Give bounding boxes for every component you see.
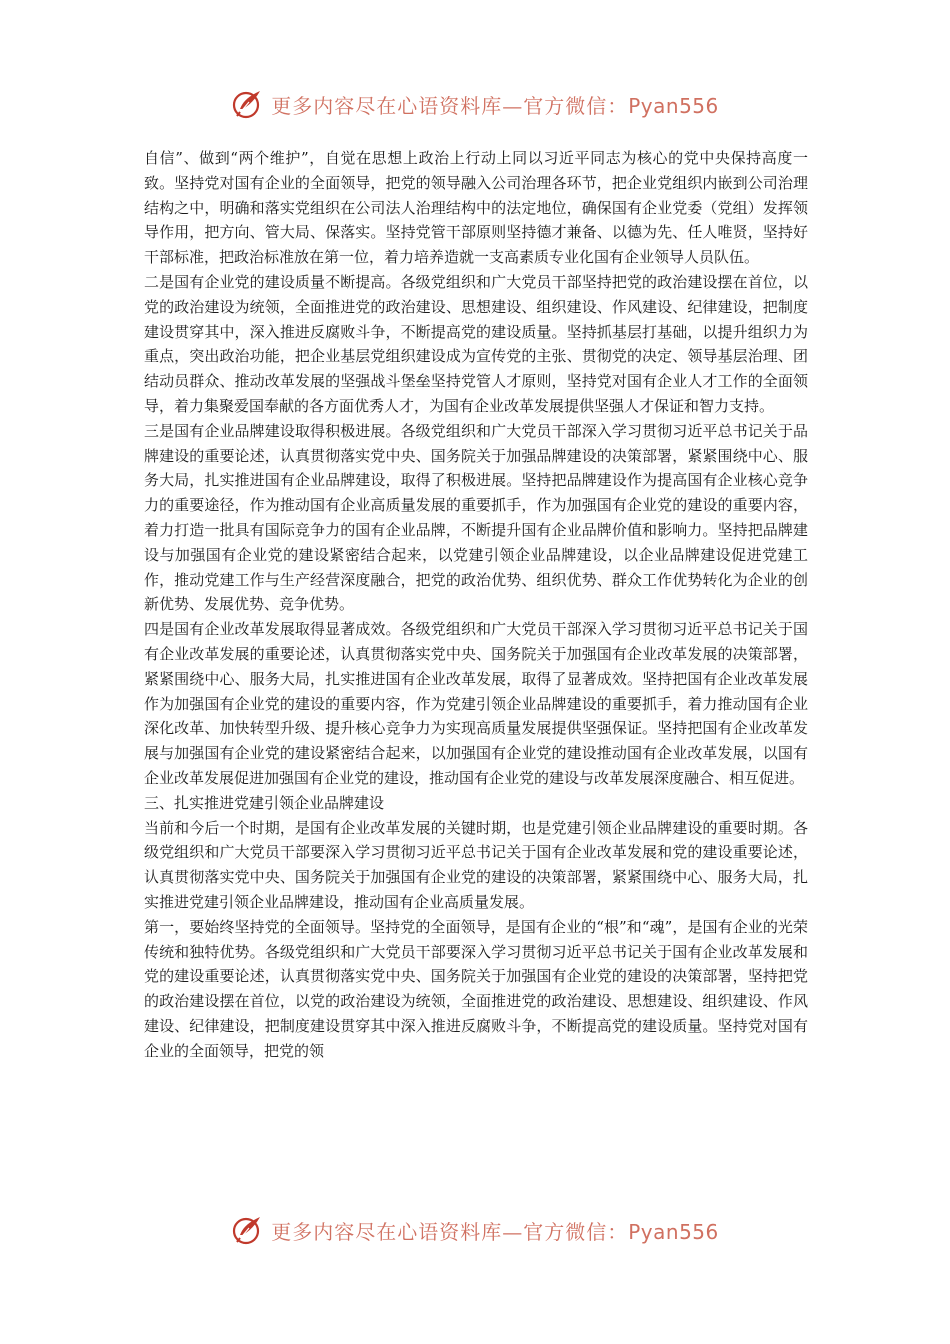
paragraph-continuation: 自信”、做到“两个维护”，自觉在思想上政治上行动上同以习近平同志为核心的党中央保持高度一致。坚持党对国有企业的全面领导，把党的领导融入公司治理各环节，把企业党组织内嵌到公司治理结构之中，明确和落实党组织在公司法人治理结构中的法定地位，确保国有企业党委（党组）发挥领导作用，把方向、管大局、保落实。坚持党管干部原则坚持德才兼备、以德为先、任人唯贤，坚持好干部标准，把政治标准放在第一位，着力培养造就一支高素质专业化国有企业领导人员队伍。 [144, 149, 808, 267]
quill-logo-icon [231, 87, 265, 121]
paragraph-point-three: 三是国有企业品牌建设取得积极进展。各级党组织和广大党员干部深入学习贯彻习近平总书记关于品牌建设的重要论述，认真贯彻落实党中央、国务院关于加强品牌建设的决策部署，紧紧围绕中心、服务大局，扎实推进国有企业品牌建设，取得了积极进展。坚持把品牌建设作为提高国有企业核心竞争力的重要途径，作为推动国有企业高质量发展的重要抓手，作为加强国有企业党的建设的重要内容，着力打造一批具有国际竞争力的国有企业品牌，不断提升国有企业品牌价值和影响力。坚持把品牌建设与加强国有企业党的建设紧密结合起来，以党建引领企业品牌建设，以企业品牌建设促进党建工作，推动党建工作与生产经营深度融合，把党的政治优势、组织优势、群众工作优势转化为企业的创新优势、发展优势、竞争优势。 [144, 421, 808, 614]
paragraph-section-intro: 当前和今后一个时期，是国有企业改革发展的关键时期，也是党建引领企业品牌建设的重要时期。各级党组织和广大党员干部要深入学习贯彻习近平总书记关于国有企业改革发展和党的建设重要论述，认真贯彻落实党中央、国务院关于加强国有企业党的建设的决策部署，紧紧围绕中心、服务大局，扎实推进党建引领企业品牌建设，推动国有企业高质量发展。 [144, 818, 808, 911]
banner-text [271, 90, 719, 119]
section-heading: 三、扎实推进党建引领企业品牌建设 [144, 793, 385, 812]
paragraph-point-four: 四是国有企业改革发展取得显著成效。各级党组织和广大党员干部深入学习贯彻习近平总书记关于国有企业改革发展的重要论述，认真贯彻落实党中央、国务院关于加强国有企业改革发展的决策部署，紧紧围绕中心、服务大局，扎实推进国有企业改革发展，取得了显著成效。坚持把国有企业改革发展作为加强国有企业党的建设的重要内容，作为党建引领企业品牌建设的重要抓手，着力推动国有企业深化改革、加快转型升级、提升核心竞争力为实现高质量发展提供坚强保证。坚持把国有企业改革发展与加强国有企业党的建设紧密结合起来，以加强国有企业党的建设推动国有企业改革发展，以国有企业改革发展促进加强国有企业党的建设，推动国有企业党的建设与改革发展深度融合、相互促进。 [144, 620, 808, 787]
quill-logo-icon [231, 1213, 265, 1247]
banner-slogan: 更多内容尽在心语资料库—官方微信： [271, 1219, 629, 1244]
banner-wechat-id: Pyan556 [628, 93, 719, 118]
footer-banner [0, 1208, 950, 1252]
document-body [144, 146, 808, 1063]
paragraph-point-two: 二是国有企业党的建设质量不断提高。各级党组织和广大党员干部坚持把党的政治建设摆在首位，以党的政治建设为统领，全面推进党的政治建设、思想建设、组织建设、作风建设、纪律建设，把制度建设贯穿其中，深入推进反腐败斗争，不断提高党的建设质量。坚持抓基层打基础，以提升组织力为重点，突出政治功能，把企业基层党组织建设成为宣传党的主张、贯彻党的决定、领导基层治理、团结动员群众、推动改革发展的坚强战斗堡垒坚持党管人才原则，坚持党对国有企业人才工作的全面领导，着力集聚爱国奉献的各方面优秀人才，为国有企业改革发展提供坚强人才保证和智力支持。 [144, 272, 808, 415]
banner-content [231, 87, 719, 121]
banner-content [231, 1213, 719, 1247]
banner-text [271, 1216, 719, 1245]
banner-wechat-id: Pyan556 [628, 1219, 719, 1244]
paragraph-first-requirement: 第一，要始终坚持党的全面领导。坚持党的全面领导，是国有企业的“根”和“魂”，是国有企业的光荣传统和独特优势。各级党组织和广大党员干部要深入学习贯彻习近平总书记关于国有企业改革发展和党的建设重要论述，认真贯彻落实党中央、国务院关于加强国有企业党的建设的决策部署，坚持把党的政治建设摆在首位，以党的政治建设为统领，全面推进党的政治建设、思想建设、组织建设、作风建设、纪律建设，把制度建设贯穿其中深入推进反腐败斗争，不断提高党的建设质量。坚持党对国有企业的全面领导，把党的领 [144, 917, 808, 1060]
header-banner [0, 82, 950, 126]
banner-slogan: 更多内容尽在心语资料库—官方微信： [271, 93, 629, 118]
